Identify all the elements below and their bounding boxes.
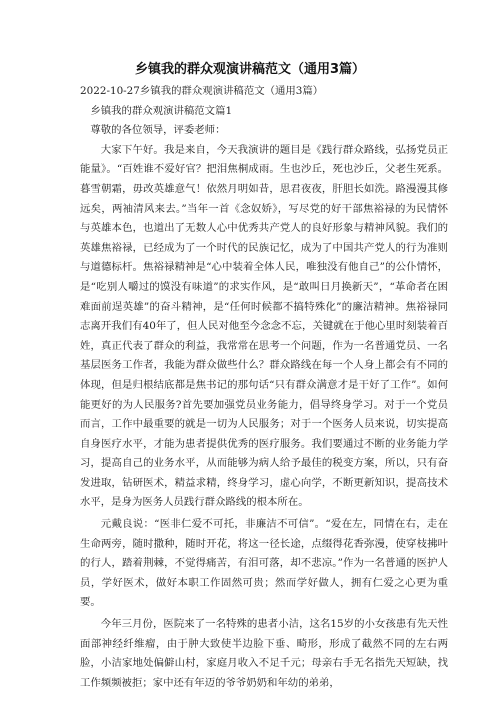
paragraph: 今年三月份，医院来了一名特殊的患者小洁，这名15岁的小女孩患有先天性面部神经纤维瘤，由于肿大致使半边脸下垂、畸形，形成了截然不同的左右两脸，小洁家地处偏僻山村，家庭月收入不足千元；母亲右手无名指先天短缺，找工作频频被拒；家中还有年迈的爷爷奶奶和年幼的弟弟， xyxy=(80,618,448,689)
document-body xyxy=(80,82,448,693)
greeting: 尊敬的各位领导，评委老师： xyxy=(90,124,226,137)
paragraph: 元戴良说：“医非仁爱不可托，非廉洁不可信”。“爱在左，同情在右，走在生命两旁，随时撒种，随时开花，将这一径长途，点缀得花香弥漫，使穿枝拂叶的行人，踏着荆棘，不觉得痛苦，有泪可落，却不悲凉。”作为一名普通的医护人员，学好医术，做好本职工作固然可贵；然而学好做人，拥有仁爱之心更为重要。 xyxy=(80,518,448,609)
paragraph: 大家下午好。我是来自，今天我演讲的题目是《践行群众路线，弘扬党员正能量》。“百姓谁不爱好官？把泪焦桐成雨。生也沙丘，死也沙丘，父老生死系。暮雪朝霜，毋改英雄意气！依然月明如昔，思君夜夜，肝胆长如洗。路漫漫其修远矣，两袖清风来去。”当年一首《念奴娇》，写尽党的好干部焦裕禄的为民情怀与英雄本色，也道出了无数人心中优秀共产党人的良好形象与精神风貌。我们的英雄焦裕禄，已经成为了一个时代的民族记忆，成为了中国共产党人的行为准则与道德标杆。焦裕禄精神是“心中装着全体人民，唯独没有他自己”的公仆情怀，是“吃别人嚼过的馍没有味道”的求实作风，是“敢叫日月换新天”，“革命者在困难面前逞英雄”的奋斗精神，是“任何时候都不搞特殊化”的廉洁精神。焦裕禄同志离开我们有40年了，但人民对他至今念念不忘，关键就在于他心里时刻装着百姓，真正代表了群众的利益，我常常在思考一个问题，作为一名普通党员、一名基层医务工作者，我能为群众做些什么？群众路线在每一个人身上都会有不同的体现，但是归根结底都是焦书记的那句话“只有群众满意才是干好了工作”。如何能更好的为人民服务?首先要加强党员业务能力，倡导终身学习。对于一个党员而言，工作中最重要的就是一切为人民服务；对于一个医务人员来说，切实提高自身医疗水平，才能为患者提供优秀的医疗服务。我们要通过不断的业务能力学习，提高自己的业务水平，从而能够为病人给予最佳的税变方案，所以，只有奋发进取，钻研医术，精益求精，终身学习，虚心向学，不断更新知识，提高技术水平，是身为医务人员践行群众路线的根本所在。 xyxy=(80,143,448,509)
header-line: 2022-10-27乡镇我的群众观演讲稿范文（通用3篇） xyxy=(80,85,324,97)
section-title: 乡镇我的群众观演讲稿范文篇1 xyxy=(90,104,233,117)
document-title: 乡镇我的群众观演讲稿范文（通用3篇） xyxy=(134,62,366,77)
